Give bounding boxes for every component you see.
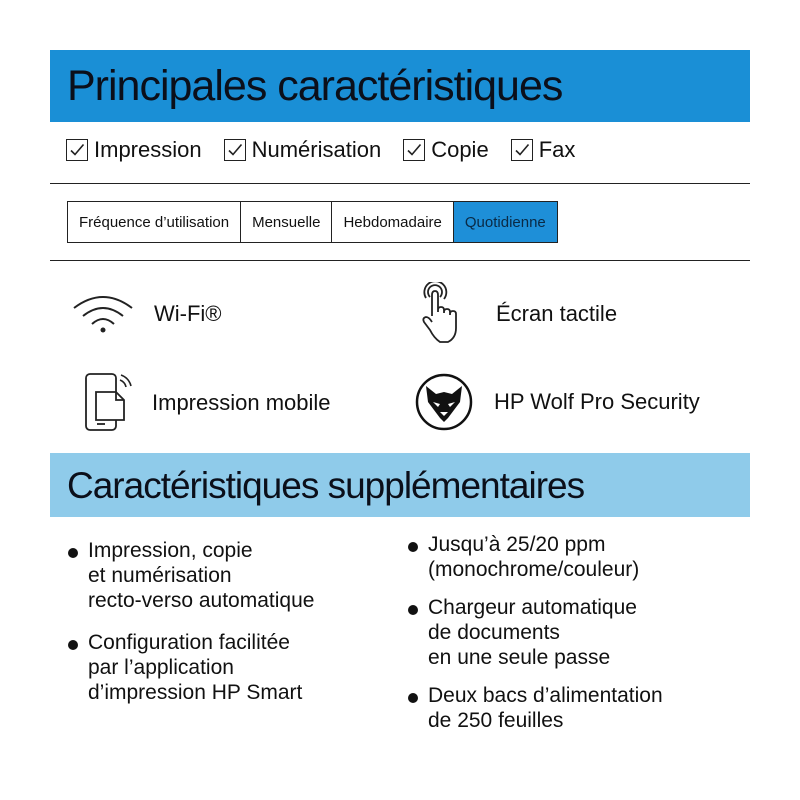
main-features-banner — [50, 50, 750, 122]
list-item: Configuration facilitée par l’application d’impression HP Smart — [66, 630, 386, 705]
feature-touchscreen — [418, 282, 617, 346]
list-item: Jusqu’à 25/20 ppm (monochrome/couleur) — [406, 532, 746, 582]
check-label: Copie — [431, 137, 489, 162]
extra-features-right-list — [406, 532, 746, 733]
frequency-option-daily: Quotidienne — [454, 202, 557, 242]
feature-label: Impression mobile — [152, 390, 331, 415]
mobile-print-icon — [84, 372, 134, 434]
section-title: Caractéristiques supplémentaires — [67, 465, 585, 506]
list-item: Chargeur automatique de documents en une seule passe — [406, 595, 746, 670]
checkbox-icon — [511, 139, 533, 161]
usage-frequency-scale — [67, 201, 558, 243]
checkbox-icon — [224, 139, 246, 161]
check-item-fax — [511, 137, 576, 163]
check-label: Fax — [538, 137, 576, 162]
list-item: Impression, copie et numérisation recto-verso automatique — [66, 538, 386, 613]
divider — [50, 183, 750, 184]
frequency-label: Fréquence d’utilisation — [68, 202, 241, 242]
checkbox-icon — [403, 139, 425, 161]
feature-wifi — [72, 292, 222, 336]
list-item: Deux bacs d’alimentation de 250 feuilles — [406, 683, 746, 733]
frequency-option-monthly: Mensuelle — [241, 202, 332, 242]
check-label: Impression — [94, 137, 202, 162]
wifi-icon — [72, 292, 134, 336]
wolf-security-icon — [414, 372, 474, 432]
page-title: Principales caractéristiques — [67, 62, 563, 110]
feature-wolf-security — [414, 372, 700, 432]
extra-features-left-list — [66, 538, 386, 705]
divider — [50, 260, 750, 261]
check-item-copie — [403, 137, 488, 163]
extra-features-banner — [50, 453, 750, 517]
feature-label: Wi-Fi® — [154, 301, 222, 326]
feature-label: Écran tactile — [496, 301, 618, 326]
check-item-impression — [66, 137, 202, 163]
feature-label: HP Wolf Pro Security — [494, 389, 700, 414]
check-label: Numérisation — [251, 137, 382, 162]
touchscreen-icon — [418, 282, 470, 346]
function-checklist — [66, 137, 756, 163]
feature-mobile-print — [84, 372, 331, 434]
checkbox-icon — [66, 139, 88, 161]
check-item-numerisation — [224, 137, 382, 163]
frequency-option-weekly: Hebdomadaire — [332, 202, 453, 242]
